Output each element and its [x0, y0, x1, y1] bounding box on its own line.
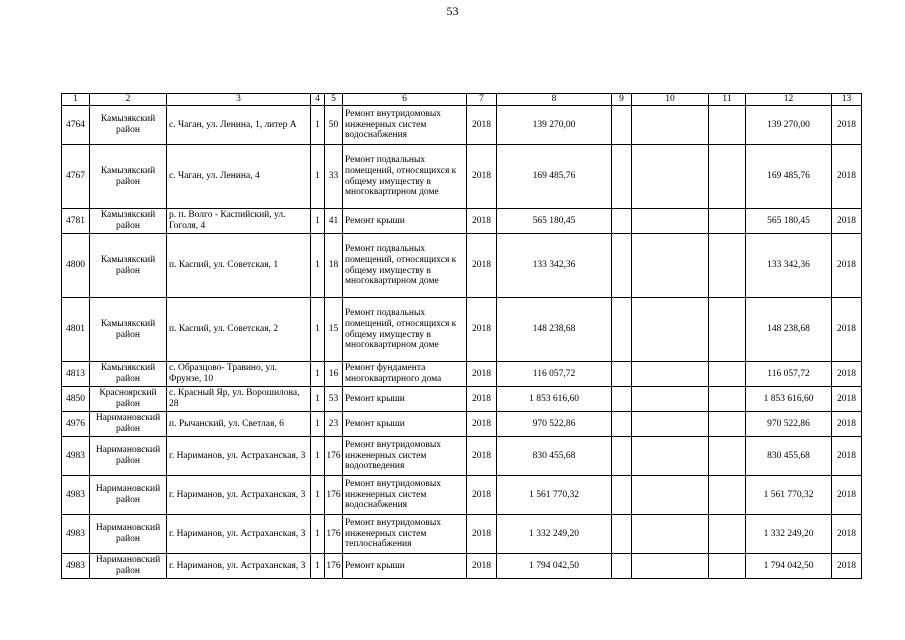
column-9-cell [612, 437, 632, 476]
column-11-cell [709, 362, 746, 387]
year-cell: 2018 [467, 554, 497, 579]
year-cell: 2018 [467, 209, 497, 234]
column-header-9: 9 [612, 94, 632, 106]
work-type-cell: Ремонт подвальных помещений, относящихся к общему имуществу в многоквартирном доме [343, 234, 467, 298]
address-cell: г. Нариманов, ул. Астраханская, 3 [167, 476, 311, 515]
column-header-8: 8 [497, 94, 612, 106]
year-cell: 2018 [467, 437, 497, 476]
column-10-cell [632, 412, 709, 437]
column-4-cell: 1 [311, 145, 325, 209]
column-11-cell [709, 234, 746, 298]
table-row [62, 554, 862, 579]
column-10-cell [632, 106, 709, 145]
year-cell: 2018 [467, 362, 497, 387]
row-number: 4801 [62, 298, 90, 362]
address-cell: с. Чаган, ул. Ленина, 4 [167, 145, 311, 209]
work-type-cell: Ремонт внутридомовых инженерных систем водоснабжения [343, 106, 467, 145]
cost-cell: 1 561 770,32 [497, 476, 612, 515]
table-row [62, 145, 862, 209]
year-cell: 2018 [467, 476, 497, 515]
total-cell: 830 455,68 [746, 437, 832, 476]
work-type-cell: Ремонт внутридомовых инженерных систем теплоснабжения [343, 515, 467, 554]
column-10-cell [632, 362, 709, 387]
column-4-cell: 1 [311, 554, 325, 579]
column-5-cell: 23 [325, 412, 343, 437]
district-cell: Красноярский район [90, 387, 167, 412]
total-cell: 116 057,72 [746, 362, 832, 387]
address-cell: с. Образцово- Травино, ул. Фрунзе, 10 [167, 362, 311, 387]
completion-year-cell: 2018 [832, 554, 862, 579]
total-cell: 1 794 042,50 [746, 554, 832, 579]
address-cell: с. Чаган, ул. Ленина, 1, литер А [167, 106, 311, 145]
work-type-cell: Ремонт крыши [343, 209, 467, 234]
column-9-cell [612, 234, 632, 298]
column-4-cell: 1 [311, 106, 325, 145]
district-cell: Камызякский район [90, 298, 167, 362]
column-10-cell [632, 209, 709, 234]
column-header-1: 1 [62, 94, 90, 106]
completion-year-cell: 2018 [832, 209, 862, 234]
completion-year-cell: 2018 [832, 362, 862, 387]
completion-year-cell: 2018 [832, 145, 862, 209]
header-row [62, 94, 862, 106]
column-4-cell: 1 [311, 387, 325, 412]
column-9-cell [612, 515, 632, 554]
address-cell: с. Красный Яр, ул. Ворошилова, 28 [167, 387, 311, 412]
cost-cell: 169 485,76 [497, 145, 612, 209]
completion-year-cell: 2018 [832, 515, 862, 554]
district-cell: Камызякский район [90, 234, 167, 298]
column-header-4: 4 [311, 94, 325, 106]
work-type-cell: Ремонт крыши [343, 412, 467, 437]
total-cell: 148 238,68 [746, 298, 832, 362]
column-11-cell [709, 145, 746, 209]
district-cell: Наримановский район [90, 554, 167, 579]
completion-year-cell: 2018 [832, 298, 862, 362]
column-header-11: 11 [709, 94, 746, 106]
total-cell: 970 522,86 [746, 412, 832, 437]
column-9-cell [612, 387, 632, 412]
district-cell: Камызякский район [90, 362, 167, 387]
address-cell: п. Каспий, ул. Советская, 1 [167, 234, 311, 298]
total-cell: 169 485,76 [746, 145, 832, 209]
column-4-cell: 1 [311, 362, 325, 387]
column-header-5: 5 [325, 94, 343, 106]
district-cell: Камызякский район [90, 145, 167, 209]
column-11-cell [709, 476, 746, 515]
row-number: 4764 [62, 106, 90, 145]
table-row [62, 437, 862, 476]
total-cell: 133 342,36 [746, 234, 832, 298]
column-11-cell [709, 554, 746, 579]
row-number: 4800 [62, 234, 90, 298]
column-9-cell [612, 298, 632, 362]
column-header-6: 6 [343, 94, 467, 106]
cost-cell: 116 057,72 [497, 362, 612, 387]
completion-year-cell: 2018 [832, 387, 862, 412]
address-cell: р. п. Волго - Каспийский, ул. Гоголя, 4 [167, 209, 311, 234]
year-cell: 2018 [467, 387, 497, 412]
cost-cell: 148 238,68 [497, 298, 612, 362]
completion-year-cell: 2018 [832, 412, 862, 437]
column-5-cell: 176 [325, 476, 343, 515]
cost-cell: 1 853 616,60 [497, 387, 612, 412]
column-10-cell [632, 554, 709, 579]
column-4-cell: 1 [311, 412, 325, 437]
table-row [62, 209, 862, 234]
table-row [62, 106, 862, 145]
total-cell: 1 561 770,32 [746, 476, 832, 515]
row-number: 4983 [62, 554, 90, 579]
table-row [62, 387, 862, 412]
column-5-cell: 18 [325, 234, 343, 298]
completion-year-cell: 2018 [832, 437, 862, 476]
column-5-cell: 53 [325, 387, 343, 412]
column-header-2: 2 [90, 94, 167, 106]
work-type-cell: Ремонт крыши [343, 387, 467, 412]
work-type-cell: Ремонт подвальных помещений, относящихся к общему имуществу в многоквартирном доме [343, 298, 467, 362]
column-5-cell: 15 [325, 298, 343, 362]
table-row [62, 412, 862, 437]
column-4-cell: 1 [311, 298, 325, 362]
completion-year-cell: 2018 [832, 106, 862, 145]
column-9-cell [612, 554, 632, 579]
work-type-cell: Ремонт подвальных помещений, относящихся к общему имуществу в многоквартирном доме [343, 145, 467, 209]
address-cell: г. Нариманов, ул. Астраханская, 3 [167, 554, 311, 579]
column-5-cell: 33 [325, 145, 343, 209]
column-9-cell [612, 106, 632, 145]
column-4-cell: 1 [311, 476, 325, 515]
table-row [62, 234, 862, 298]
cost-cell: 565 180,45 [497, 209, 612, 234]
column-5-cell: 176 [325, 554, 343, 579]
table-row [62, 476, 862, 515]
column-9-cell [612, 476, 632, 515]
row-number: 4983 [62, 515, 90, 554]
work-type-cell: Ремонт фундамента многоквартирного дома [343, 362, 467, 387]
column-4-cell: 1 [311, 209, 325, 234]
column-5-cell: 41 [325, 209, 343, 234]
column-10-cell [632, 234, 709, 298]
column-11-cell [709, 387, 746, 412]
column-9-cell [612, 412, 632, 437]
cost-cell: 970 522,86 [497, 412, 612, 437]
address-cell: п. Каспий, ул. Советская, 2 [167, 298, 311, 362]
column-11-cell [709, 437, 746, 476]
register-table [61, 93, 862, 579]
row-number: 4983 [62, 476, 90, 515]
table-row [62, 515, 862, 554]
column-9-cell [612, 145, 632, 209]
column-5-cell: 176 [325, 437, 343, 476]
row-number: 4781 [62, 209, 90, 234]
column-header-13: 13 [832, 94, 862, 106]
row-number: 4813 [62, 362, 90, 387]
total-cell: 1 332 249,20 [746, 515, 832, 554]
column-9-cell [612, 362, 632, 387]
year-cell: 2018 [467, 145, 497, 209]
row-number: 4850 [62, 387, 90, 412]
column-11-cell [709, 412, 746, 437]
year-cell: 2018 [467, 298, 497, 362]
district-cell: Наримановский район [90, 476, 167, 515]
column-5-cell: 50 [325, 106, 343, 145]
table-row [62, 298, 862, 362]
column-5-cell: 16 [325, 362, 343, 387]
column-header-7: 7 [467, 94, 497, 106]
row-number: 4983 [62, 437, 90, 476]
cost-cell: 139 270,00 [497, 106, 612, 145]
cost-cell: 1 794 042,50 [497, 554, 612, 579]
district-cell: Камызякский район [90, 209, 167, 234]
column-4-cell: 1 [311, 234, 325, 298]
district-cell: Камызякский район [90, 106, 167, 145]
completion-year-cell: 2018 [832, 476, 862, 515]
column-4-cell: 1 [311, 437, 325, 476]
total-cell: 139 270,00 [746, 106, 832, 145]
column-header-10: 10 [632, 94, 709, 106]
total-cell: 565 180,45 [746, 209, 832, 234]
column-5-cell: 176 [325, 515, 343, 554]
completion-year-cell: 2018 [832, 234, 862, 298]
work-type-cell: Ремонт внутридомовых инженерных систем водоотведения [343, 437, 467, 476]
district-cell: Наримановский район [90, 515, 167, 554]
district-cell: Наримановский район [90, 412, 167, 437]
year-cell: 2018 [467, 412, 497, 437]
work-type-cell: Ремонт крыши [343, 554, 467, 579]
column-10-cell [632, 387, 709, 412]
district-cell: Наримановский район [90, 437, 167, 476]
row-number: 4976 [62, 412, 90, 437]
column-header-3: 3 [167, 94, 311, 106]
column-10-cell [632, 437, 709, 476]
column-11-cell [709, 106, 746, 145]
address-cell: г. Нариманов, ул. Астраханская, 3 [167, 515, 311, 554]
cost-cell: 830 455,68 [497, 437, 612, 476]
address-cell: п. Рычанский, ул. Светлая, 6 [167, 412, 311, 437]
column-10-cell [632, 145, 709, 209]
row-number: 4767 [62, 145, 90, 209]
year-cell: 2018 [467, 106, 497, 145]
year-cell: 2018 [467, 234, 497, 298]
column-11-cell [709, 298, 746, 362]
year-cell: 2018 [467, 515, 497, 554]
column-10-cell [632, 476, 709, 515]
column-10-cell [632, 515, 709, 554]
cost-cell: 133 342,36 [497, 234, 612, 298]
work-type-cell: Ремонт внутридомовых инженерных систем водоснабжения [343, 476, 467, 515]
total-cell: 1 853 616,60 [746, 387, 832, 412]
column-header-12: 12 [746, 94, 832, 106]
cost-cell: 1 332 249,20 [497, 515, 612, 554]
column-11-cell [709, 515, 746, 554]
column-9-cell [612, 209, 632, 234]
column-11-cell [709, 209, 746, 234]
table-row [62, 362, 862, 387]
address-cell: г. Нариманов, ул. Астраханская, 3 [167, 437, 311, 476]
column-10-cell [632, 298, 709, 362]
column-4-cell: 1 [311, 515, 325, 554]
page-number: 53 [446, 4, 459, 18]
